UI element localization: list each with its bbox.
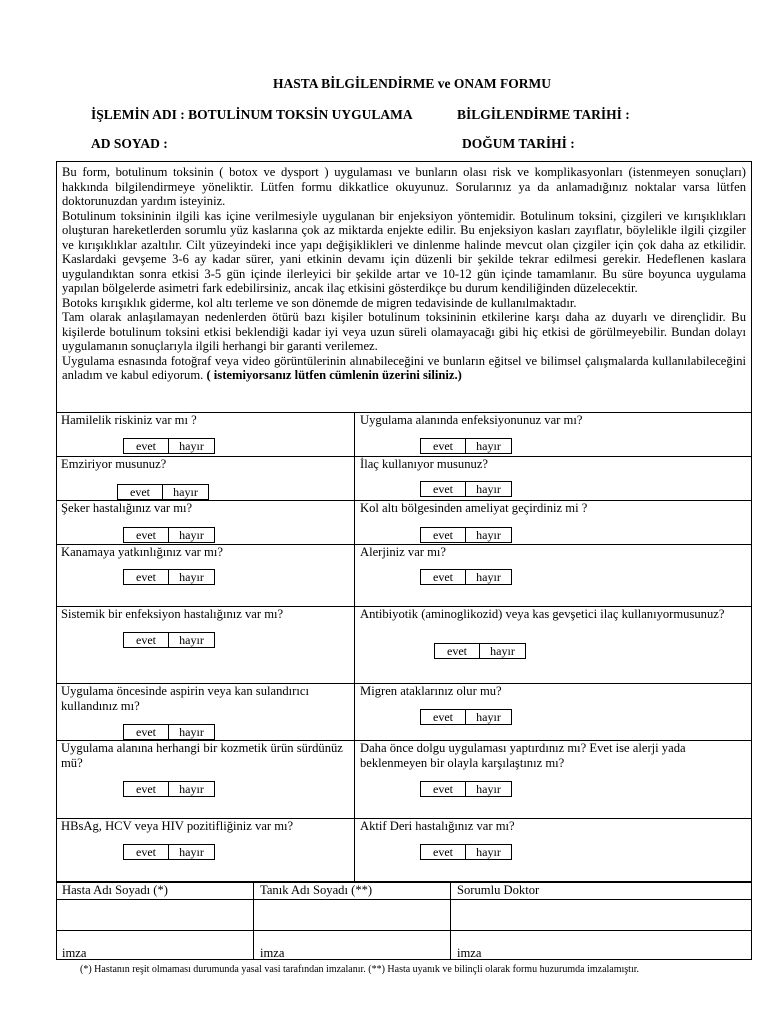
question-armpit-surgery: Kol altı bölgesinden ameliyat geçirdiniz mi ?: [360, 501, 588, 515]
answer-bleeding: [123, 569, 215, 585]
yes-option[interactable]: evet: [421, 710, 466, 724]
yes-option[interactable]: evet: [118, 485, 163, 499]
procedure-label: İŞLEMİN ADI : BOTULİNUM TOKSİN UYGULAMA: [91, 107, 413, 122]
footnote: (*) Hastanın reşit olmaması durumunda yasal vasi tarafından imzalanır. (**) Hasta uyanık ve bilinçli olarak formu huzurumda imzalamıştır.: [80, 964, 640, 975]
no-option[interactable]: hayır: [476, 570, 501, 584]
no-option[interactable]: hayır: [476, 482, 501, 496]
yes-option[interactable]: evet: [124, 570, 169, 584]
yes-option[interactable]: evet: [124, 725, 169, 739]
question-antibiotic: Antibiyotik (aminoglikozid) veya kas gevşetici ilaç kullanıyormusunuz?: [360, 607, 725, 621]
no-option[interactable]: hayır: [179, 570, 204, 584]
consent-statement: [62, 354, 746, 383]
no-option[interactable]: hayır: [179, 845, 204, 859]
no-option[interactable]: hayır: [179, 528, 204, 542]
question-hbsag-hcv-hiv: HBsAg, HCV veya HIV pozitifliğiniz var mı?: [61, 819, 294, 833]
yes-option[interactable]: evet: [421, 570, 466, 584]
no-option[interactable]: hayır: [173, 485, 198, 499]
doctor-label: Sorumlu Doktor: [457, 883, 540, 897]
question-pregnancy: Hamilelik riskiniz var mı ?: [61, 413, 197, 427]
intro-paragraph: Botoks kırışıklık giderme, kol altı terleme ve son dönemde de migren tedavisinde de kullanılmaktadır.: [62, 295, 577, 310]
answer-pregnancy: [123, 438, 215, 454]
yes-option[interactable]: evet: [124, 439, 169, 453]
no-option[interactable]: hayır: [476, 528, 501, 542]
question-infection-area: Uygulama alanında enfeksiyonunuz var mı?: [360, 413, 583, 427]
patient-name-label: Hasta Adı Soyadı (*): [62, 883, 168, 897]
answer-antibiotic: [434, 643, 526, 659]
yes-option[interactable]: evet: [124, 633, 169, 647]
consent-text: Uygulama esnasında fotoğraf veya video görüntülerinin alınabileceğini ve bunların eğitsel ve bilimsel çalışmalarda kullanılabileceğini anladım ve kabul ediyorum.: [62, 353, 746, 382]
no-option[interactable]: hayır: [179, 439, 204, 453]
yes-option[interactable]: evet: [421, 528, 466, 542]
intro-paragraph: Tam olarak anlaşılamayan nedenlerden ötürü bazı kişiler botulinum toksininin etkilerine karşı daha az duyarlı ve dirençlidir. Bu kişilerde botulinum toksini etkisi beklendiği kadar iyi veya uzun süreli olamayacağı gibi hiç etkisi de görülmeyebilir. Bundan dolayı uygulamanın sonuçlarıyla ilgili herhangi bir garanti verilemez.: [62, 310, 746, 353]
yes-option[interactable]: evet: [421, 782, 466, 796]
witness-name-label: Tanık Adı Soyadı (**): [260, 883, 373, 897]
patient-name-field[interactable]: [57, 900, 252, 929]
questions-divider: [354, 412, 355, 882]
no-option[interactable]: hayır: [179, 782, 204, 796]
answer-cosmetic-product: [123, 781, 215, 797]
yes-option[interactable]: evet: [421, 439, 466, 453]
answer-breastfeeding: [117, 484, 209, 500]
yes-option[interactable]: evet: [124, 782, 169, 796]
question-medication: İlaç kullanıyor musunuz?: [360, 457, 488, 471]
answer-aspirin: [123, 724, 215, 740]
no-option[interactable]: hayır: [179, 725, 204, 739]
question-cosmetic-product: Uygulama alanına herhangi bir kozmetik ürün sürdünüz mü?: [61, 741, 343, 770]
answer-migraine: [420, 709, 512, 725]
no-option[interactable]: hayır: [490, 644, 515, 658]
yes-option[interactable]: evet: [421, 845, 466, 859]
information-text-box: [56, 161, 752, 413]
info-date-label: BİLGİLENDİRME TARİHİ :: [457, 107, 630, 122]
form-title: HASTA BİLGİLENDİRME ve ONAM FORMU: [273, 76, 552, 91]
no-option[interactable]: hayır: [476, 710, 501, 724]
question-systemic-infection: Sistemik bir enfeksiyon hastalığınız var mı?: [61, 607, 284, 621]
question-aspirin: Uygulama öncesinde aspirin veya kan sulandırıcı kullandınız mı?: [61, 684, 309, 713]
no-option[interactable]: hayır: [476, 845, 501, 859]
signature-name-line: [56, 930, 752, 931]
doctor-signature-label[interactable]: imza: [457, 946, 482, 960]
answer-armpit-surgery: [420, 527, 512, 543]
question-bleeding: Kanamaya yatkınlığınız var mı?: [61, 545, 223, 559]
no-option[interactable]: hayır: [179, 633, 204, 647]
answer-allergy: [420, 569, 512, 585]
question-breastfeeding: Emziriyor musunuz?: [61, 457, 167, 471]
witness-name-field[interactable]: [254, 900, 449, 929]
birth-date-label: DOĞUM TARİHİ :: [462, 136, 575, 151]
answer-diabetes: [123, 527, 215, 543]
no-option[interactable]: hayır: [476, 439, 501, 453]
answer-filler-history: [420, 781, 512, 797]
doctor-name-field[interactable]: [451, 900, 751, 929]
answer-infection-area: [420, 438, 512, 454]
question-skin-disease: Aktif Deri hastalığınız var mı?: [360, 819, 515, 833]
witness-signature-label[interactable]: imza: [260, 946, 285, 960]
yes-option[interactable]: evet: [421, 482, 466, 496]
no-option[interactable]: hayır: [476, 782, 501, 796]
answer-medication: [420, 481, 512, 497]
yes-option[interactable]: evet: [435, 644, 480, 658]
answer-hbsag-hcv-hiv: [123, 844, 215, 860]
yes-option[interactable]: evet: [124, 528, 169, 542]
question-allergy: Alerjiniz var mı?: [360, 545, 447, 559]
question-migraine: Migren ataklarınız olur mu?: [360, 684, 502, 698]
question-filler-history: Daha önce dolgu uygulaması yaptırdınız mı? Evet ise alerji yada beklenmeyen bir olayla karşılaştınız mı?: [360, 741, 686, 770]
question-diabetes: Şeker hastalığınız var mı?: [61, 501, 193, 515]
answer-skin-disease: [420, 844, 512, 860]
patient-signature-label[interactable]: imza: [62, 946, 87, 960]
intro-paragraph: Bu form, botulinum toksinin ( botox ve dysport ) uygulaması ve bunların olası risk ve komplikasyonları (istenmeyen sonuçları) hakkında bilgilendirmeye yöneliktir. Lütfen formu dikkatlice okuyunuz. Sorularınız ya da anlamadığınız noktalar varsa lütfen doktorunuzdan yardım isteyiniz.: [62, 165, 746, 208]
intro-paragraph: Botulinum toksininin ilgili kas içine verilmesiyle uygulanan bir enjeksiyon yöntemidir. Botulinum toksini, çizgileri ve kırışıklıkları oluşturan hareketlerden sorumlu yüz kaslarına çok az miktarda enjekte edilir. Bu enjeksiyon kasları zayıflatır, böylelikle ilgili çizgiler ve kırışıklıklar azaltılır. Cilt yüzeyindeki ince yapı değişiklikleri ve dinlenme halinde mevcut olan çizgiler için çok daha az etkilidir. Kaslardaki gevşeme 3-6 ay kadar sürer, yani etkinin devamı için düzenli bir şekilde tekrar edilmesi gerekir. Hedeflenen kaslara uygulandıktan sonra etkisi 3-5 gün içinde ilerleyici bir şekilde artar ve 10-12 gün içinde tamamlanır. Bu süre boyunca uygulama yapılan bölgelerde asimetri fark edebilirsiniz, ancak ilaç etkisini gösterdikçe bu durum kendiliğinden düzelecektir.: [62, 208, 746, 295]
consent-strike-note: ( istemiyorsanız lütfen cümlenin üzerini siliniz.): [203, 368, 462, 382]
name-label: AD SOYAD :: [91, 136, 168, 151]
answer-systemic-infection: [123, 632, 215, 648]
yes-option[interactable]: evet: [124, 845, 169, 859]
